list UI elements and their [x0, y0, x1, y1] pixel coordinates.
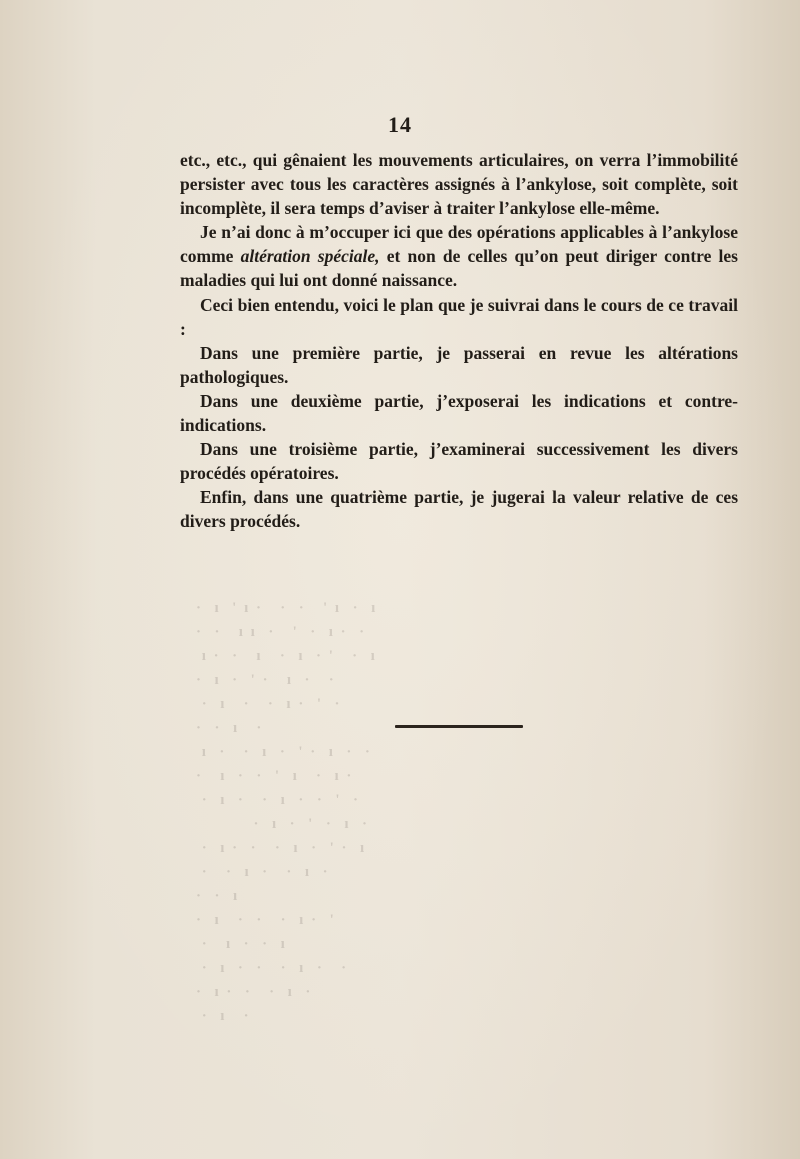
- paragraph-2-before: Je n’ai donc à m’occuper ici que des opérations applicables à l’ankylose comme: [180, 222, 738, 267]
- paragraph-2-emphasis: altération spéciale,: [240, 246, 380, 267]
- page-number: 14: [388, 112, 412, 137]
- section-divider-rule: [395, 725, 523, 728]
- paragraph-2-after: et non de celles qu’on peut diriger contre les maladies qui lui ont donné naissance.: [180, 246, 738, 291]
- paragraph-7: Enfin, dans une quatrième partie, je jugerai la valeur relative de ces divers procédés.: [180, 487, 738, 532]
- paragraph-3: Ceci bien entendu, voici le plan que je suivrai dans le cours de ce travail :: [180, 294, 738, 339]
- paragraph-2: [180, 220, 738, 292]
- show-through-texture: · ı ' ı · · · ' ı · ı · · ı ı · ' · ı · · ı · · ı · ı · ' · ı · ı · ' · ı · · · ı · · ı · ' · · · ı · ı · · ı · ' · ı · · · ı · · ' ı · ı · · ı · · ı · · ' · · ı · ' · ı · · ı · · · ı · ' · ı · · ı · · ı · · · ı · ı · · · ı · ' · ı · · ı · ı · · · ı · · · ı · · · ı · · ı ·: [196, 600, 378, 1024]
- body-text: [180, 148, 738, 534]
- paragraph-4: Dans une première partie, je passerai en revue les altérations pathologiques.: [180, 342, 738, 387]
- paragraph-1: etc., etc., qui gênaient les mouvements articulaires, on verra l’immobilité persister avec tous les caractères assignés à l’ankylose, soit complète, soit incomplète, il sera temps d’aviser à traiter l’ankylose elle-même.: [180, 150, 738, 219]
- paragraph-5: Dans une deuxième partie, j’exposerai les indications et contre-indications.: [180, 390, 738, 436]
- paragraph-6: Dans une troisième partie, j’examinerai successivement les divers procédés opératoires.: [180, 439, 738, 484]
